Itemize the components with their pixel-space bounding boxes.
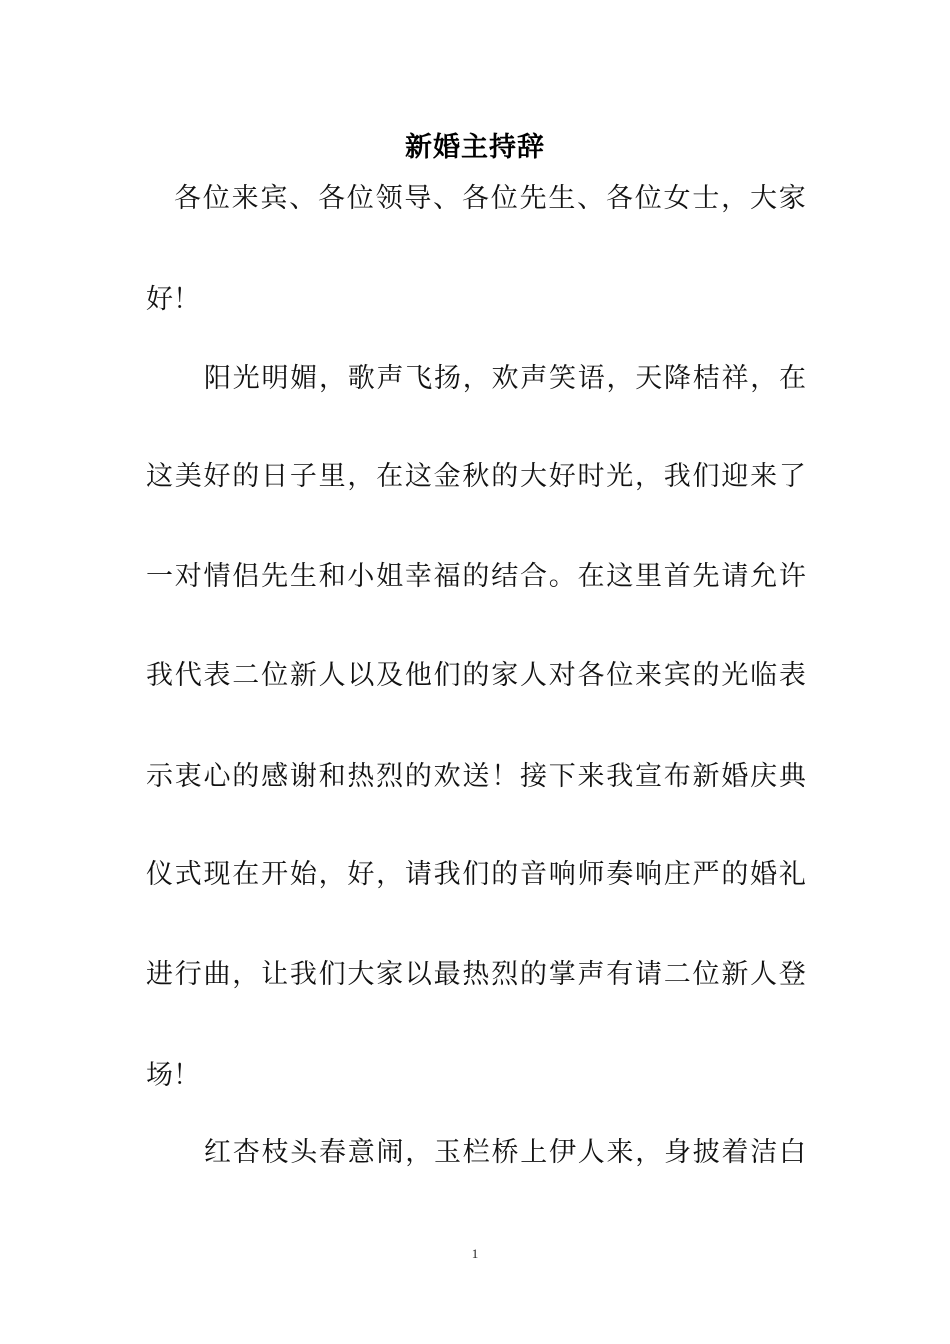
text-char: 子 xyxy=(289,461,317,492)
text-char: 在 xyxy=(232,859,260,890)
text-char: 登 xyxy=(778,959,806,990)
text-char: 枝 xyxy=(261,1137,289,1168)
text-char: 光 xyxy=(606,461,634,492)
text-char: 媚 xyxy=(290,363,318,394)
text-char: 天 xyxy=(635,363,663,394)
text-char: 合 xyxy=(519,561,547,592)
text-char: ， xyxy=(318,859,346,890)
text-char: 大 xyxy=(519,461,547,492)
text-char: 们 xyxy=(433,660,461,691)
text-char: 先 xyxy=(261,561,289,592)
text-char: 临 xyxy=(750,660,778,691)
page-number: 1 xyxy=(471,1246,479,1261)
text-char: 降 xyxy=(664,363,691,394)
text-char: 结 xyxy=(491,561,519,592)
text-char: 来 xyxy=(750,461,778,492)
text-char: 表 xyxy=(778,660,806,691)
text-char: ， xyxy=(635,461,663,492)
text-char: 响 xyxy=(635,859,663,890)
text-char: 秋 xyxy=(462,461,490,492)
text-char: 让 xyxy=(261,959,289,990)
text-char: 许 xyxy=(778,561,806,592)
text-char: ， xyxy=(405,1137,433,1168)
text-char: 好 xyxy=(203,461,231,492)
text-char: 里 xyxy=(318,461,346,492)
text-line-7 xyxy=(146,757,806,797)
text-char: 我 xyxy=(433,859,461,890)
text-char: 家 xyxy=(491,660,519,691)
text-char: 杏 xyxy=(232,1137,260,1168)
text-char: 美 xyxy=(174,461,202,492)
text-char: 接 xyxy=(519,761,547,792)
text-char: 音 xyxy=(519,859,547,890)
text-char: ， xyxy=(319,363,346,394)
text-char: ！ xyxy=(491,761,519,792)
text-char: 士 xyxy=(692,183,720,214)
text-char: 人 xyxy=(519,660,547,691)
text-line-8 xyxy=(146,855,806,895)
text-char: 身 xyxy=(664,1137,691,1168)
text-char: 姐 xyxy=(376,561,404,592)
text-char: 始 xyxy=(289,859,317,890)
text-char: 情 xyxy=(203,561,231,592)
text-char: 式 xyxy=(174,859,202,890)
text-char: 新 xyxy=(692,761,720,792)
text-char: 进 xyxy=(146,959,173,990)
text-char: 的 xyxy=(721,859,749,890)
text-char: 日 xyxy=(261,461,289,492)
text-char: 送 xyxy=(462,761,490,792)
document-title: 新婚主持辞 xyxy=(405,132,545,163)
text-char: 时 xyxy=(577,461,605,492)
text-char: 阳 xyxy=(204,363,231,394)
text-char: 布 xyxy=(663,761,691,792)
text-char: 、 xyxy=(289,183,317,214)
text-char: ， xyxy=(750,363,778,394)
text-char: 婚 xyxy=(721,761,749,792)
text-char: 位 xyxy=(346,183,374,214)
text-char: 女 xyxy=(663,183,691,214)
text-char: 家 xyxy=(778,183,806,214)
text-char: 婚 xyxy=(750,859,778,890)
text-char: 大 xyxy=(749,183,777,214)
text-char: 各 xyxy=(174,183,201,214)
text-char: 曲 xyxy=(203,959,231,990)
text-char: 及 xyxy=(376,660,404,691)
text-char: 我 xyxy=(606,761,634,792)
text-char: 谢 xyxy=(289,761,317,792)
text-char: 的 xyxy=(404,761,432,792)
text-char: ， xyxy=(606,363,634,394)
text-char: ， xyxy=(635,1137,663,1168)
text-char: 宾 xyxy=(260,183,288,214)
text-char: 大 xyxy=(347,959,375,990)
text-char: 这 xyxy=(606,561,634,592)
text-char: 小 xyxy=(347,561,375,592)
text-char: 迎 xyxy=(721,461,749,492)
text-char: 来 xyxy=(606,1137,634,1168)
text-char: 心 xyxy=(203,761,231,792)
text-char: 来 xyxy=(635,660,663,691)
text-char: 人 xyxy=(577,1137,605,1168)
text-char: 在 xyxy=(577,561,605,592)
text-char: 我 xyxy=(146,660,173,691)
text-char: ， xyxy=(376,859,404,890)
text-char: 上 xyxy=(520,1137,548,1168)
text-char: 的 xyxy=(232,461,260,492)
text-char: 最 xyxy=(433,959,461,990)
text-char: 里 xyxy=(635,561,663,592)
text-char: ， xyxy=(721,183,749,214)
text-char: 请 xyxy=(635,959,663,990)
text-char: 们 xyxy=(318,959,346,990)
text-char: 玉 xyxy=(434,1137,461,1168)
text-char: 开 xyxy=(261,859,289,890)
text-char: 飞 xyxy=(405,363,433,394)
text-char: 严 xyxy=(692,859,720,890)
text-char: 幸 xyxy=(404,561,432,592)
text-char: 请 xyxy=(404,859,432,890)
text-char: 人 xyxy=(318,660,346,691)
text-char: 对 xyxy=(174,561,202,592)
text-char: 闹 xyxy=(376,1137,404,1168)
text-char: 洁 xyxy=(750,1137,778,1168)
text-char: 以 xyxy=(404,959,432,990)
text-char: 的 xyxy=(491,461,519,492)
text-char: 意 xyxy=(347,1137,375,1168)
text-char: 在 xyxy=(376,461,404,492)
text-char: 热 xyxy=(462,959,490,990)
text-char: 语 xyxy=(577,363,605,394)
text-char: 们 xyxy=(462,859,490,890)
text-char: 光 xyxy=(232,363,260,394)
text-char: 声 xyxy=(520,363,548,394)
text-line-5 xyxy=(146,557,806,597)
text-char: 宣 xyxy=(635,761,663,792)
text-char: 我 xyxy=(289,959,317,990)
text-char: 烈 xyxy=(376,761,404,792)
text-char: 和 xyxy=(318,761,346,792)
text-char: 对 xyxy=(548,660,576,691)
text-char: 的 xyxy=(462,660,490,691)
text-char: 歌 xyxy=(347,363,375,394)
text-char: 以 xyxy=(347,660,375,691)
text-char: 仪 xyxy=(146,859,173,890)
text-line-6 xyxy=(146,656,806,696)
text-char: 红 xyxy=(204,1137,231,1168)
text-char: 祥 xyxy=(721,363,749,394)
text-char: 侣 xyxy=(232,561,260,592)
text-char: 首 xyxy=(663,561,691,592)
text-char: 着 xyxy=(721,1137,749,1168)
text-char: ， xyxy=(462,363,490,394)
text-char: 扬 xyxy=(434,363,461,394)
text-char: 声 xyxy=(376,363,404,394)
text-char: 行 xyxy=(174,959,202,990)
text-char: 欢 xyxy=(491,363,519,394)
text-char: 、 xyxy=(433,183,461,214)
text-char: 白 xyxy=(779,1137,806,1168)
text-char: 示 xyxy=(146,761,173,792)
text-char: 我 xyxy=(663,461,691,492)
text-char: 代 xyxy=(174,660,202,691)
text-char: 下 xyxy=(548,761,576,792)
text-line-9 xyxy=(146,955,806,995)
text-char: 衷 xyxy=(174,761,202,792)
text-char: 一 xyxy=(146,561,173,592)
text-char: 先 xyxy=(692,561,720,592)
text-char: 好 xyxy=(548,461,576,492)
text-char: 掌 xyxy=(548,959,576,990)
text-line-4 xyxy=(146,457,806,497)
text-char: 奏 xyxy=(606,859,634,890)
text-char: 有 xyxy=(606,959,634,990)
text-char: 庆 xyxy=(750,761,778,792)
text-char: 位 xyxy=(606,660,634,691)
text-char: 的 xyxy=(519,959,547,990)
text-char: 新 xyxy=(289,660,317,691)
text-char: 烈 xyxy=(491,959,519,990)
text-char: 新 xyxy=(721,959,749,990)
text-char: 的 xyxy=(232,761,260,792)
text-char: ， xyxy=(347,461,375,492)
text-char: 二 xyxy=(663,959,691,990)
text-line-10: 场！ xyxy=(146,1060,200,1091)
text-char: 生 xyxy=(548,183,576,214)
text-char: 。 xyxy=(548,561,576,592)
text-char: 位 xyxy=(634,183,662,214)
text-char: 热 xyxy=(347,761,375,792)
text-line-1 xyxy=(174,179,806,219)
text-char: 各 xyxy=(461,183,489,214)
text-char: 各 xyxy=(605,183,633,214)
text-char: 们 xyxy=(692,461,720,492)
text-char: 位 xyxy=(692,959,720,990)
text-char: 生 xyxy=(289,561,317,592)
text-char: 现 xyxy=(203,859,231,890)
text-line-11 xyxy=(204,1133,806,1173)
text-char: 这 xyxy=(146,461,173,492)
text-char: 的 xyxy=(491,859,519,890)
text-char: 明 xyxy=(261,363,289,394)
text-char: 庄 xyxy=(663,859,691,890)
text-char: 二 xyxy=(232,660,260,691)
text-char: ， xyxy=(232,959,260,990)
text-char: 领 xyxy=(375,183,403,214)
text-char: 伊 xyxy=(549,1137,576,1168)
text-char: 宾 xyxy=(663,660,691,691)
text-char: 人 xyxy=(750,959,778,990)
text-char: 的 xyxy=(692,660,720,691)
text-char: 表 xyxy=(203,660,231,691)
text-char: 位 xyxy=(490,183,518,214)
text-char: 礼 xyxy=(778,859,806,890)
text-char: 金 xyxy=(433,461,461,492)
text-char: 这 xyxy=(404,461,432,492)
text-char: 、 xyxy=(577,183,605,214)
text-char: 笑 xyxy=(549,363,576,394)
text-char: 导 xyxy=(404,183,432,214)
text-char: 允 xyxy=(750,561,778,592)
text-char: 典 xyxy=(778,761,806,792)
text-char: 请 xyxy=(721,561,749,592)
text-char: 位 xyxy=(202,183,230,214)
text-char: 先 xyxy=(519,183,547,214)
text-char: 桔 xyxy=(692,363,720,394)
text-char: 桥 xyxy=(491,1137,519,1168)
text-char: 位 xyxy=(261,660,289,691)
text-char: 披 xyxy=(692,1137,720,1168)
text-line-2: 好！ xyxy=(146,284,200,315)
text-char: 了 xyxy=(778,461,806,492)
text-char: 家 xyxy=(376,959,404,990)
text-char: 响 xyxy=(548,859,576,890)
text-char: 在 xyxy=(779,363,806,394)
text-char: 各 xyxy=(577,660,605,691)
text-char: 声 xyxy=(577,959,605,990)
text-char: 好 xyxy=(347,859,375,890)
text-char: 欢 xyxy=(433,761,461,792)
text-char: 的 xyxy=(462,561,490,592)
text-char: 师 xyxy=(577,859,605,890)
text-char: 感 xyxy=(261,761,289,792)
text-char: 他 xyxy=(404,660,432,691)
text-char: 福 xyxy=(433,561,461,592)
text-char: 春 xyxy=(319,1137,346,1168)
text-line-3 xyxy=(204,359,806,399)
text-char: 头 xyxy=(290,1137,318,1168)
text-char: 来 xyxy=(577,761,605,792)
text-char: 各 xyxy=(317,183,345,214)
text-char: 栏 xyxy=(462,1137,490,1168)
text-char: 和 xyxy=(318,561,346,592)
text-char: 光 xyxy=(721,660,749,691)
text-char: 来 xyxy=(231,183,259,214)
